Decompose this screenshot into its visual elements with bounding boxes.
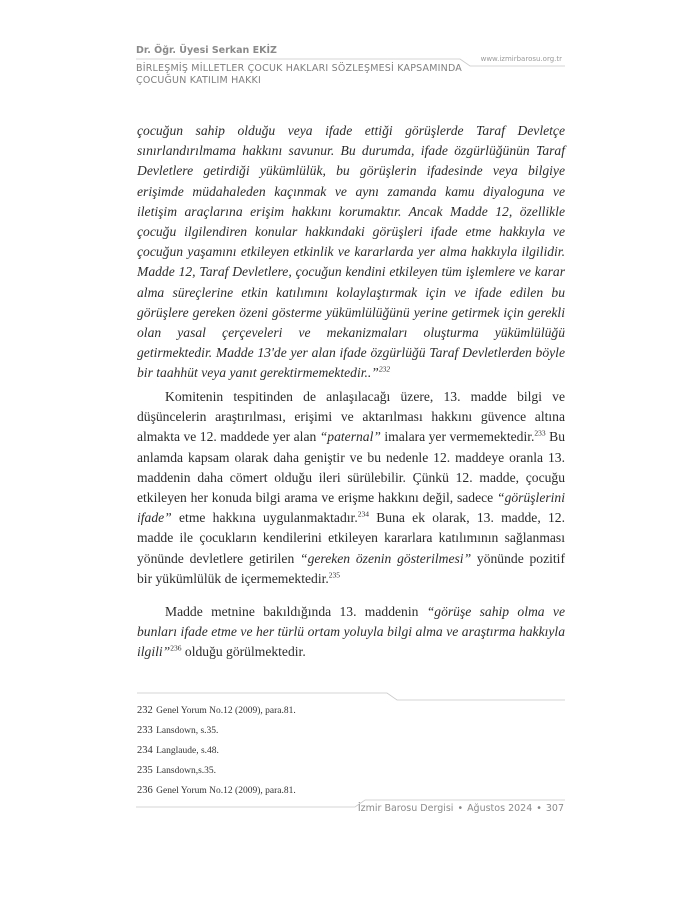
footnote-number: 232 <box>137 705 153 716</box>
footnote-text: Genel Yorum No.12 (2009), para.81. <box>156 786 296 796</box>
text-run: Bu anlamda kapsam olarak daha geniştir ve bu nedenle 12. maddeye oranla 13. maddenin daha cömert olduğu ileri sürülebilir. Çünkü 12. madde, çocuğu etkileyen her konuda bilgi arama ve erişme hakkını değil, sadece <box>137 429 565 506</box>
footnote-text: Lansdown,s.35. <box>156 766 217 776</box>
italic-term: “görüşlerini ifade” <box>137 490 565 526</box>
footnote-number: 235 <box>137 765 153 776</box>
footer-separator: • <box>536 803 542 814</box>
journal-name: İzmir Barosu Dergisi <box>357 803 454 814</box>
text-run: Komitenin tespitinden de anlaşılacağı üzere, 13. madde bilgi ve düşüncelerin araştırılması, erişimi ve aktarılması hakkını güvence altına almakta ve 12. maddede yer alan <box>137 389 565 445</box>
footnote-ref[interactable]: 232 <box>378 364 391 374</box>
text-run: yönünde pozitif bir yükümlülük de içermemektedir. <box>137 550 565 586</box>
footnote-number: 233 <box>137 725 153 736</box>
italic-quote: “görüşe sahip olma ve bunları ifade etme ve her türlü ortam yoluyla bilgi alma ve araştırma hakkıyla ilgili” <box>137 604 565 660</box>
footnote-ref[interactable]: 236 <box>170 643 182 653</box>
footnote-ref[interactable]: 234 <box>357 509 369 519</box>
footer-separator: • <box>457 803 464 814</box>
issue-date: Ağustos 2024 <box>467 803 533 814</box>
article-title-line-1: BİRLEŞMİŞ MİLLETLER ÇOCUK HAKLARI SÖZLEŞMESİ KAPSAMINDA <box>136 63 462 74</box>
footnote-number: 234 <box>137 745 153 756</box>
text-run: olduğu görülmektedir. <box>181 644 306 660</box>
italic-term: “paternal” <box>319 429 381 445</box>
page-number: 307 <box>545 803 564 814</box>
italic-term: “gereken özenin gösterilmesi” <box>300 550 472 566</box>
footnote-ref[interactable]: 235 <box>328 570 341 580</box>
text-run: Buna ek olarak, 13. madde, 12. madde ile çocukların kendilerini etkileyen kararlara katılımının sağlanması yönünde devletlere getirilen <box>137 510 565 566</box>
quoted-paragraph-text: çocuğun sahip olduğu veya ifade ettiği görüşlerde Taraf Devletçe sınırlandırılmama hakkını savunur. Bu durumda, ifade özgürlüğünün Taraf Devletlere getirdiği yükümlülük, bu görüşlerin ifadesinde veya bilgiye erişimde müdahaleden kaçınmak ve aynı zamanda kamu diyaloguna ve iletişim araçlarına erişim hakkını korumaktır. Ancak Madde 12, özellikle çocuğu ilgilendiren konular hakkındaki görüşleri ifade etme hakkıyla ve çocuğun yaşamını etkileyen etkinlik ve kararlarda yer alma hakkıyla ilgilidir. Madde 12, Taraf Devletlere, çocuğun kendini etkileyen tüm işlemlere ve karar alma süreçlerine etkin katılımını kolaylaştırmak için ve ifade edilen bu görüşlere gereken özeni gösterme yükümlülüğünü yerine getirmek için gerekli olan yasal çerçeveleri ve mekanizmaları oluşturma yükümlülüğü getirmektedir. Madde 13'de yer alan ifade özgürlüğü Taraf Devletlerden böyle bir taahhüt veya yanıt gerektirmemektedir..” <box>137 123 565 381</box>
text-run: etme hakkına uygulanmaktadır. <box>171 510 358 526</box>
article-title-line-2: ÇOCUĞUN KATILIM HAKKI <box>136 75 261 86</box>
text-run: imalara yer vermemektedir. <box>380 429 535 445</box>
footnote-text: Lansdown, s.35. <box>156 726 219 736</box>
footnote-number: 236 <box>137 785 153 796</box>
text-run: Madde metnine bakıldığında 13. maddenin <box>165 604 427 619</box>
footnote-ref[interactable]: 233 <box>534 428 546 438</box>
author-name: Dr. Öğr. Üyesi Serkan EKİZ <box>136 45 277 56</box>
footnote-text: Genel Yorum No.12 (2009), para.81. <box>156 706 296 716</box>
footnote-text: Langlaude, s.48. <box>156 746 219 756</box>
website-url: www.izmirbarosu.org.tr <box>480 55 562 63</box>
running-footer <box>358 803 564 814</box>
